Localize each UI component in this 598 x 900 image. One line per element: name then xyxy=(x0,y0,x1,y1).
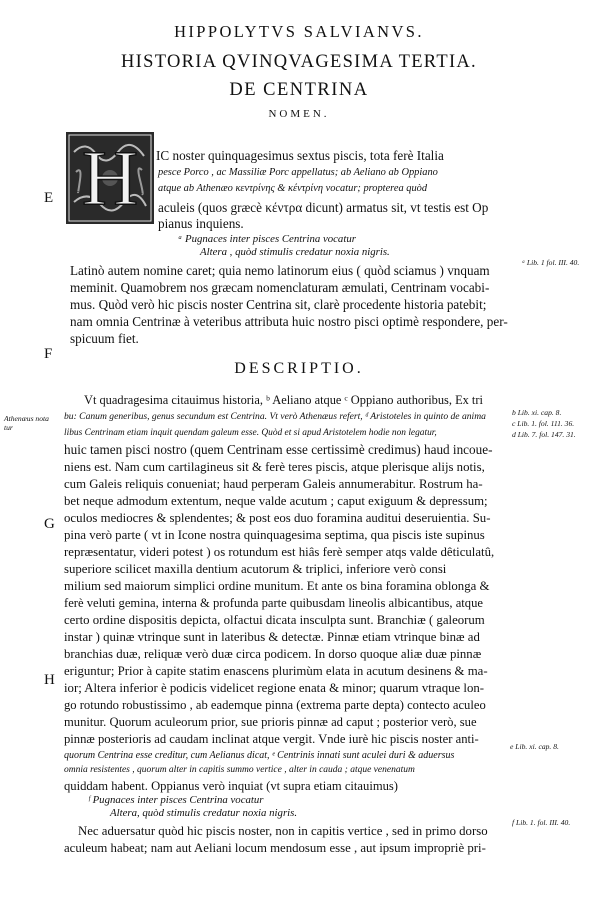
text-line: superiore scilicet maxilla dentium acutorum & triplici, inferiore verò consi xyxy=(64,562,447,576)
text-line: spicuum fiet. xyxy=(70,331,139,346)
text-line: Nec aduersatur quòd hic piscis noster, non in capitis vertice , sed in primo dorso xyxy=(78,824,488,838)
section-heading: DESCRIPTIO. xyxy=(234,360,364,377)
text-line: milium sed maiorum simplici ordine munitum. Et ante os bina foramina oblonga & xyxy=(64,579,490,593)
text-line: Vt quadragesima citauimus historia, ᵇ Aeliano atque ᶜ Oppiano authoribus, Ex tri xyxy=(84,393,483,407)
initial-letter: H xyxy=(81,134,139,221)
text-line: munitur. Quorum aculeorum prior, sue prioris pinnæ ad caput ; posterior verò, sue xyxy=(64,715,477,729)
text-line: meminit. Quamobrem nos græcam nomenclaturam æmulati, Centrinam vocabi- xyxy=(70,280,490,295)
decorated-initial xyxy=(66,132,154,224)
text-line: IC noster quinquagesimus sextus piscis, tota ferè Italia xyxy=(156,148,444,163)
text-line: cum Galeis reliquis conueniat; haud perperam Galeis annumerabitur. Rostrum ha- xyxy=(64,477,483,491)
running-head: HIPPOLYTVS SALVIANVS. xyxy=(174,22,424,41)
text-line: quorum Centrina esse creditur, cum Aelianus dicat, ᵉ Centrinis innati sunt aculei duri & aduersus xyxy=(64,750,455,761)
chapter-subject: DE CENTRINA xyxy=(229,80,369,100)
verse-line: ᵃ Pugnaces inter pisces Centrina vocatur xyxy=(178,233,356,245)
side-note: b Lib. xi. cap. 8. xyxy=(512,408,562,417)
text-line: ferè veluti gemina, interna & profunda parte quibusdam lineolis albicantibus, atque xyxy=(64,596,483,610)
text-line: go rotundo robustissimo , ab eademque pinna (extrema parte depta) contecto aculeo xyxy=(64,698,486,712)
text-line: Latinò autem nomine caret; quia nemo latinorum eius ( quòd sciamus ) vnquam xyxy=(70,263,490,278)
text-line: niens est. Nam cum cartilagineus sit & ferè teres piscis, atque plerisque alijs notis, xyxy=(64,460,485,474)
text-line: aculeis (quos græcè κέντρα dicunt) armatus sit, vt testis est Op xyxy=(158,200,489,215)
text-line: pianus inquiens. xyxy=(158,216,244,231)
chapter-title: HISTORIA QVINQVAGESIMA TERTIA. xyxy=(120,52,477,72)
text-line: ior; Altera inferior è podicis videlicet regione enata & minor; quarum vtraque lon- xyxy=(64,681,485,695)
side-note: ᵃ Lib. 1 fol. III. 40. xyxy=(522,258,580,267)
text-line: instar ) quinæ vtrinque sunt in lateribus & detectæ. Pinnæ etiam vtrinque binæ ad xyxy=(64,630,480,644)
text-line: certo ordine dispositis depicta, olfactui dicata insculpta sunt. Branchiæ ( galeorum xyxy=(64,613,485,627)
text-line: repræsentatur, videri potest ) os rotundum est hiâs ferè semper atqs valde dêticulatû, xyxy=(64,545,495,559)
text-line: branchias duæ, reliquæ verò duæ circa podicem. In dorso quoque aliæ duæ pinnæ xyxy=(64,647,482,661)
text-line: bet neque admodum extentum, neque valde acutum ; caput exiguum & depressum; xyxy=(64,494,488,508)
verse-line: ᶠ Pugnaces inter pisces Centrina vocatur xyxy=(88,794,264,806)
text-line: huic tamen pisci nostro (quem Centrinam esse certissimè credimus) haud incoue- xyxy=(64,442,493,457)
text-line: libus Centrinam etiam inquit quendam galeum esse. Quòd et si apud Aristotelem hodie non legatur, xyxy=(64,428,437,438)
verse-line: Altera , quòd stimulis credatur noxia nigris. xyxy=(200,246,390,258)
text-line: quiddam habent. Oppianus verò inquiat (vt supra etiam citauimus) xyxy=(64,779,399,793)
text-line: omnia resistentes , quorum alter in capitis summo vertice , alter in cauda ; atque venenatum xyxy=(64,765,415,775)
text-line: pina verò parte ( vt in Icone nostra quinquagesima septima, qua piscis iste supinus xyxy=(64,528,485,542)
side-note: d Lib. 7. fol. 147. 31. xyxy=(512,430,576,439)
text-line: atque ab Athenæo κεντρίνης & κέντρίνη vocatur; propterea quòd xyxy=(158,183,428,194)
text-line: pesce Porco , ac Massiliæ Porc appellatus; ab Aeliano ab Oppiano xyxy=(158,167,438,178)
margin-letter-f: F xyxy=(44,346,53,362)
text-line: nam omnia Centrinæ à veteribus attributa huic nostro pisci optimè respondere, per- xyxy=(70,314,508,329)
verse-line: Altera, quòd stimulis credatur noxia nigris. xyxy=(110,807,298,819)
text-line: pinnæ posterioris ad caudam inclinat atque vergit. Vnde iurè hic piscis noster anti- xyxy=(64,732,479,746)
side-note: e Lib. xi. cap. 8. xyxy=(510,742,559,751)
margin-letter-e: E xyxy=(44,190,54,206)
subheading-nomen: NOMEN. xyxy=(268,108,330,120)
text-line: oculos mediocres & splendentes; & post eos duo foramina auditui deseruientia. Su- xyxy=(64,511,491,525)
text-line: mus. Quòd verò hic piscis noster Centrina sit, clarè procedente historia patebit; xyxy=(70,297,487,312)
text-line: bu: Canum generibus, genus secundum est Centrina. Vt verò Athenæus refert, ᵈ Aristoteles in quinto de anima xyxy=(64,411,486,422)
side-note: f Lib. 1. fol. III. 40. xyxy=(512,818,571,827)
side-note: Athenæus nota tur xyxy=(4,414,49,432)
side-note: c Lib. 1. fol. 111. 36. xyxy=(512,419,575,428)
margin-letter-h: H xyxy=(44,672,55,688)
margin-letter-g: G xyxy=(44,516,55,532)
text-line: eriguntur; Prior à capite statim enascens plurimùm elata in acutum desinens & ma- xyxy=(64,664,488,678)
text-line: aculeum habeat; nam aut Aeliani locum mendosum esse , aut ipsum impropriè pri- xyxy=(64,841,486,855)
